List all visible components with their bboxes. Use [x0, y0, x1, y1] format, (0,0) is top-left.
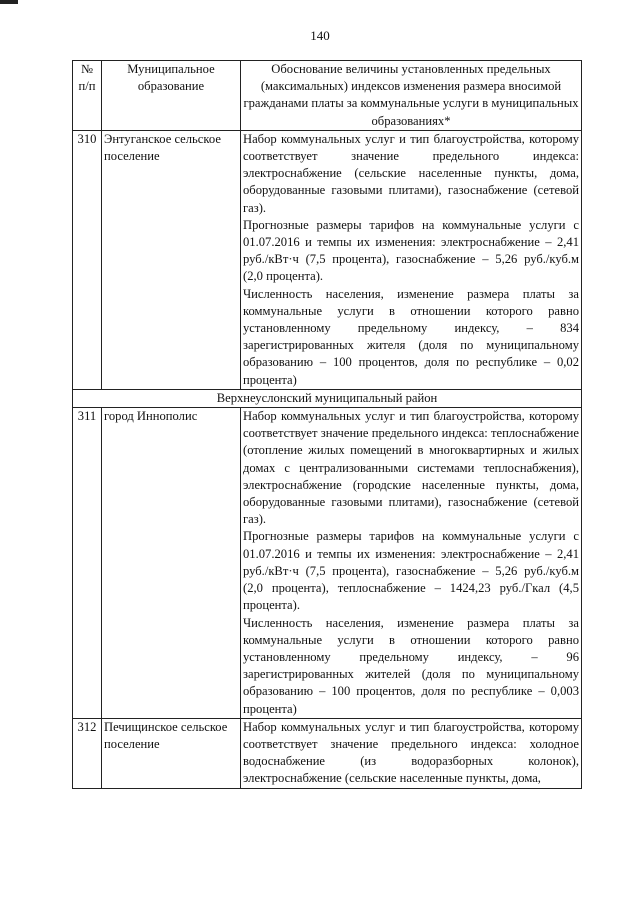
scan-corner-mark	[0, 0, 18, 4]
row-justification	[241, 408, 582, 719]
row-municipality: город Иннополис	[102, 408, 241, 719]
table-row	[73, 408, 582, 719]
justification-paragraph: Прогнозные размеры тарифов на коммунальные услуги с 01.07.2016 и темпы их изменения: электроснабжение – 2,41 руб./кВт·ч (7,5 процента), газоснабжение – 5,26 руб./куб.м (2,0 процента), теплоснабжение – 1424,23 руб./Гкал (4,5 процента).	[243, 529, 579, 613]
justification-paragraph: Численность населения, изменение размера платы за коммунальные услуги в отношении которого равно установленному предельному индексу, – 834 зарегистрированных жителя (доля по муниципальному образованию – 100 процентов, доля по республике – 0,02 процента)	[243, 286, 579, 387]
header-municipality: Муниципальное образование	[102, 61, 241, 131]
table-row	[73, 718, 582, 788]
row-municipality: Печищинское сельское поселение	[102, 718, 241, 788]
justification-paragraph: Прогнозные размеры тарифов на коммунальные услуги с 01.07.2016 и темпы их изменения: электроснабжение – 2,41 руб./кВт·ч (7,5 процента), газоснабжение – 5,26 руб./куб.м (2,0 процента).	[243, 217, 579, 284]
justification-paragraph: Набор коммунальных услуг и тип благоустройства, которому соответствует значение предельного индекса: теплоснабжение (отопление жилых помещений в многоквартирных и жилых домах с централизованными системами теплоснабжения), электроснабжение (городские населенные пункты, дома, оборудованные газовыми плитами), газоснабжение (сетевой газ).	[243, 409, 579, 527]
district-row	[73, 389, 582, 407]
header-number: № п/п	[73, 61, 102, 131]
justification-paragraph: Набор коммунальных услуг и тип благоустройства, которому соответствует значение предельного индекса: электроснабжение (сельские населенные пункты, дома, оборудованные газовыми плитами), газоснабжение (сетевой газ).	[243, 131, 579, 215]
row-number: 311	[73, 408, 102, 719]
row-justification	[241, 130, 582, 389]
table-row	[73, 130, 582, 389]
tariff-index-table	[72, 60, 582, 789]
justification-paragraph: Численность населения, изменение размера платы за коммунальные услуги в отношении которого равно установленному предельному индексу, – 96 зарегистрированных жителей (доля по муниципальному образованию – 100 процентов, доля по республике – 0,003 процента)	[243, 615, 579, 716]
table-header-row	[73, 61, 582, 131]
row-justification	[241, 718, 582, 788]
district-name: Верхнеуслонский муниципальный район	[73, 389, 582, 407]
page-number: 140	[310, 28, 330, 43]
row-number: 312	[73, 718, 102, 788]
row-municipality: Энтуганское сельское поселение	[102, 130, 241, 389]
justification-paragraph: Набор коммунальных услуг и тип благоустройства, которому соответствует значение предельного индекса: холодное водоснабжение (из водоразборных колонок), электроснабжение (сельские населенные пункты, дома,	[243, 719, 579, 786]
header-justification: Обоснование величины установленных предельных (максимальных) индексов изменения размера вносимой гражданами платы за коммунальные услуги в муниципальных образованиях*	[241, 61, 582, 131]
row-number: 310	[73, 130, 102, 389]
